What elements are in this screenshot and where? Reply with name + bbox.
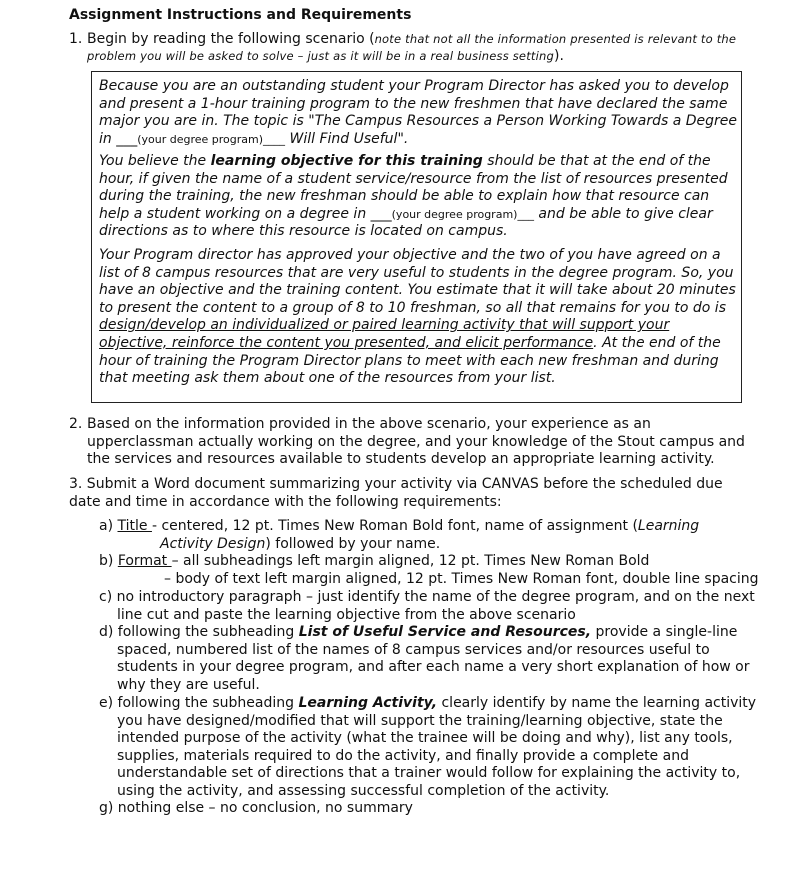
task-emphasis: design/develop an individualized or paired learning activity that will support your objective, reinforce the content you presented, and elicit performance [99,317,670,351]
instruction-item-1 [69,31,769,65]
requirement-c: c) no introductory paragraph – just identify the name of the degree program, and on the next line cut and paste the learning objective from the above scenario [99,589,755,623]
requirement-a: a) Title - centered, 12 pt. Times New Roman Bold font, name of assignment (Learning Activity Design) followed by your name. [99,518,700,552]
subheading-emphasis: List of Useful Service and Resources, [298,624,592,640]
requirement-g: g) nothing else – no conclusion, no summary [99,800,413,816]
requirement-label: Format [117,553,172,569]
item-text: Based on the information provided in the above scenario, your experience as an upperclassman actually working on the degree, and your knowledge of the Stout campus and the services and resources available to students develop an appropriate learning activity. [87,416,745,468]
degree-placeholder: (your degree program)___ [391,207,534,221]
scenario-paragraph-3: Your Program director has approved your objective and the two of you have agreed on a list of 8 campus resources that are very useful to students in the degree program. So, you have an objective and the training content. You estimate that it will take about 20 minutes to present the content to a group of 8 to 10 freshman, so all that remains for you to do is design/develop an individualized or paired learning activity that will support your objective, reinforce the content you presented, and elicit performance. At the end of the hour of training the Program Director plans to meet with each new freshman and during that meeting ask them about one of the resources from your list. [99,247,736,387]
subheading-emphasis: Learning Activity, [298,695,438,711]
item-number: 1. [69,31,83,47]
scenario-paragraph-1: Because you are an outstanding student your Program Director has asked you to develop and present a 1-hour training program to the new freshmen that have declared the same major you are in. The topic is "The Campus Resources a Person Working Towards a Degree in ___(your degree program)____ Will Find Useful". [99,78,738,147]
page-title: Assignment Instructions and Requirements [69,7,412,23]
requirement-e: e) following the subheading Learning Activity, clearly identify by name the learning activity you have designed/modified that will support the training/learning objective, state the intended purpose of the activity (what the trainee will be doing and why), list any tools, supplies, materials required to do the activity, and finally provide a complete and understandable set of directions that a trainer would follow for explaining the activity to, using the activity, and assessing successful completion of the activity. [99,695,757,799]
scenario-paragraph-2: You believe the learning objective for this training should be that at the end of the hour, if given the name of a student service/resource from the list of resources presented during the training, the new freshman should be able to explain how that resource can help a student working on a degree in ___(your degree program)___ and be able to give clear directions as to where this resource is located on campus. [99,153,728,240]
instruction-item-2 [69,416,749,469]
requirement-b: b) Format – all subheadings left margin aligned, 12 pt. Times New Roman Bold – body of text left margin aligned, 12 pt. Times New Roman font, double line spacing [99,553,759,587]
requirement-d: d) following the subheading List of Useful Service and Resources, provide a single-line spaced, numbered list of the names of 8 campus services and/or resources useful to students in your degree program, and after each name a very short explanation of how or why they are useful. [99,624,750,693]
item-number: 2. [69,416,83,432]
degree-placeholder: (your degree program)____ [137,132,286,146]
instruction-item-3: 3. Submit a Word document summarizing your activity via CANVAS before the scheduled due date and time in accordance with the following requirements: [69,476,723,510]
learning-objective-emphasis: learning objective for this training [210,153,483,169]
item-text: Begin by reading the following scenario (note that not all the information presented is relevant to the problem you will be asked to solve – just as it will be in a real business setting). [87,31,737,64]
requirement-label: Title [117,518,152,534]
scenario-note: note that not all the information presented is relevant to the problem you will be asked to solve – just as it will be in a real business setting [87,32,737,63]
